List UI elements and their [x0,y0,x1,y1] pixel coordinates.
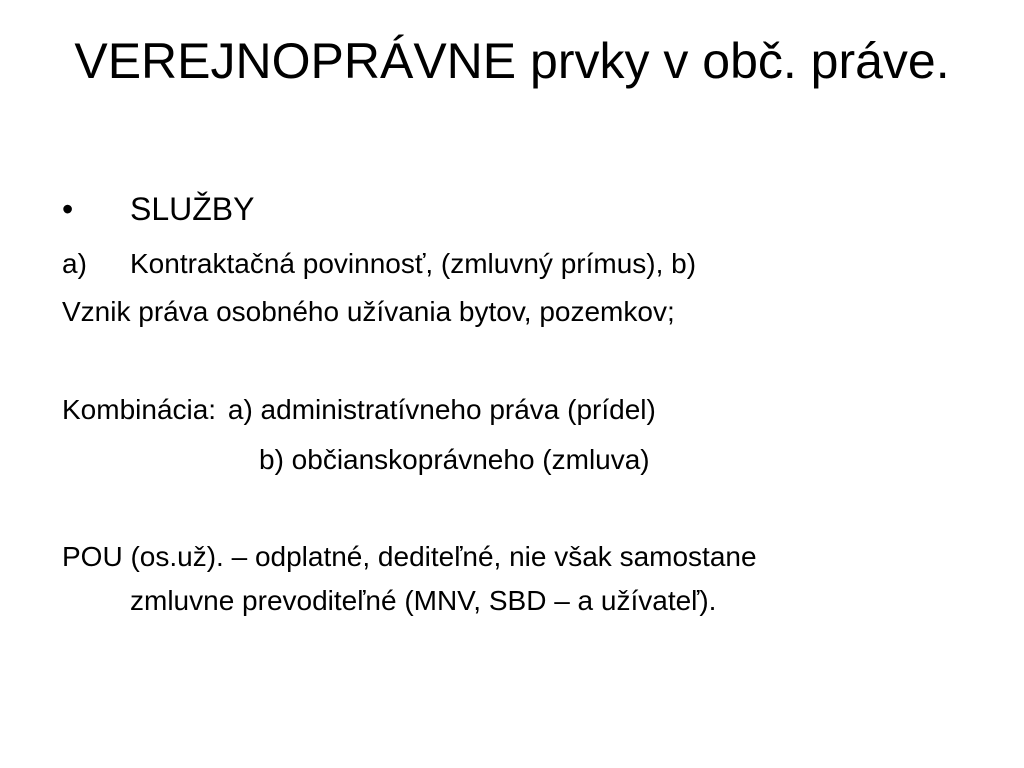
kombinacia-b: b) občianskoprávneho (zmluva) [259,444,650,475]
kombinacia-a: a) administratívneho práva (prídel) [227,394,656,425]
bullet-marker: • [62,191,74,227]
pou-line-2: zmluvne prevoditeľné (MNV, SBD – a užívateľ). [130,585,717,616]
line-vznik: Vznik práva osobného užívania bytov, pozemkov; [62,296,675,327]
item-a-text: Kontraktačná povinnosť, (zmluvný prímus), b) [130,248,697,279]
pou-line-1: POU (os.už). – odplatné, dediteľné, nie však samostane [62,541,757,572]
line-kombinacia [62,393,962,427]
kombinacia-label: Kombinácia: [62,394,217,425]
item-a-marker: a) [62,248,87,279]
slide-title [60,32,964,90]
bullet-sluzby: SLUŽBY [130,191,255,227]
title-text: VEREJNOPRÁVNE prvky v obč. práve. [74,33,950,89]
